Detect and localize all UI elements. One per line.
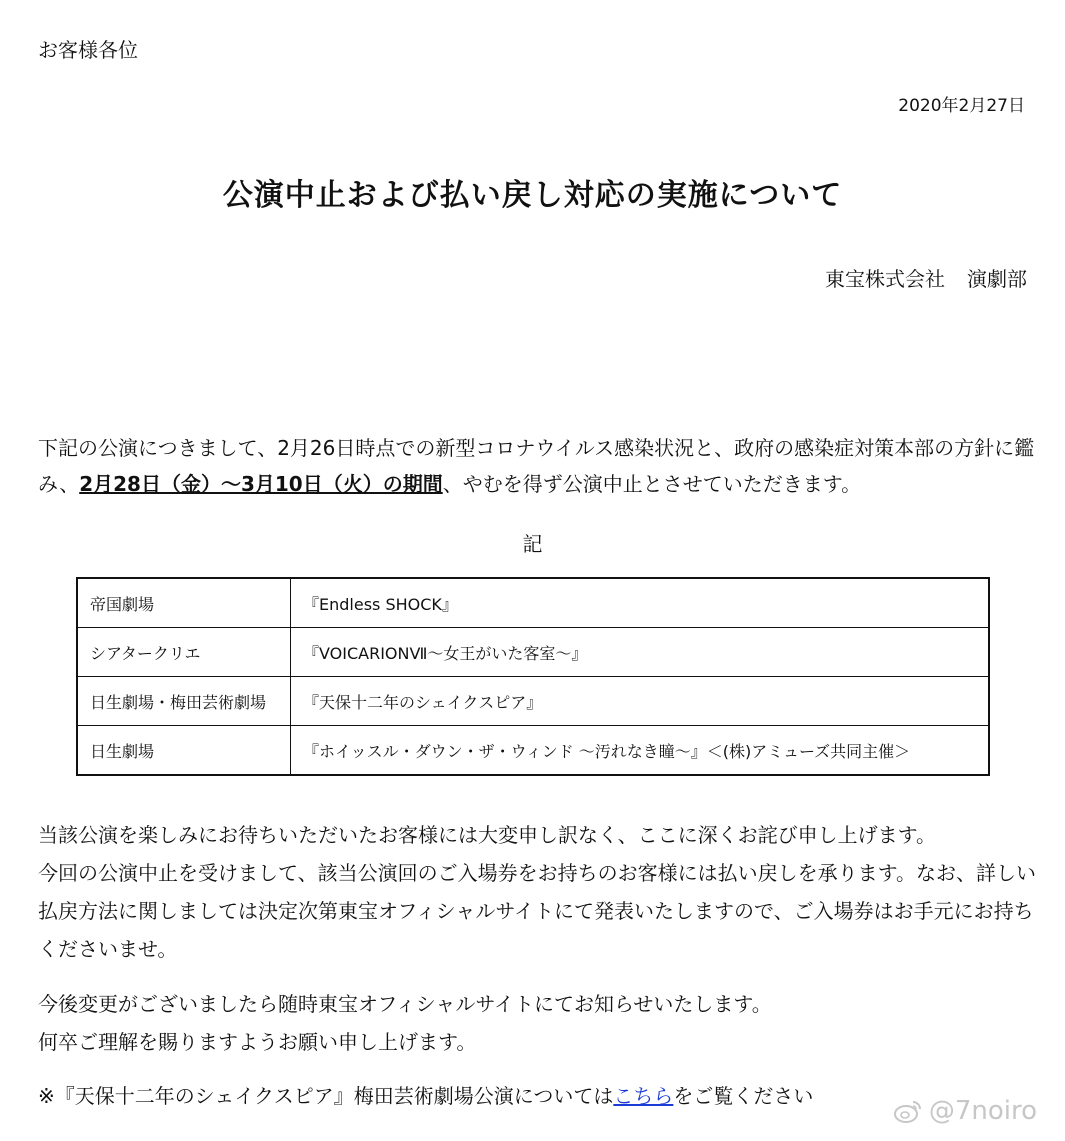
ki-heading: 記 (522, 532, 543, 556)
table-row (77, 726, 989, 776)
closing-line: 今後変更がございましたら随時東宝オフィシャルサイトにてお知らせいたします。 (38, 992, 772, 1016)
table-row (77, 677, 989, 726)
venue-cell: 帝国劇場 (77, 578, 291, 628)
footnote (38, 1080, 813, 1109)
intro-paragraph (38, 430, 1038, 502)
performance-title-cell: 『Endless SHOCK』 (291, 578, 990, 628)
venue-cell: シアタークリエ (77, 628, 291, 677)
organization (825, 263, 1027, 292)
closing-line: 何卒ご理解を賜りますようお願い申し上げます。 (38, 1030, 477, 1054)
apology-paragraph (38, 816, 1038, 968)
cancellation-period: 2月28日（金）～3月10日（火）の期間 (79, 472, 443, 496)
apology-line: 当該公演を楽しみにお待ちいただいたお客様には大変申し訳なく、ここに深くお詫び申し上げます。 (38, 823, 936, 847)
intro-text-1: 下記の公演につきまして、2月26日時点での新型コロナウイルス感染状況と、政府の感染症対策本部の方針に鑑み、 (38, 436, 1035, 496)
venue-cell: 日生劇場・梅田芸術劇場 (77, 677, 291, 726)
performance-title-cell: 『ホイッスル・ダウン・ザ・ウィンド ～汚れなき瞳～』＜(株)アミューズ共同主催＞ (291, 726, 990, 776)
company-name: 東宝株式会社 (825, 267, 945, 291)
watermark (893, 1096, 1037, 1126)
intro-text-2: 、やむを得ず公演中止とさせていただきます。 (442, 472, 862, 496)
closing-paragraph (38, 985, 1038, 1061)
performance-title-cell: 『天保十二年のシェイクスピア』 (291, 677, 990, 726)
table-row (77, 628, 989, 677)
footnote-prefix: ※『天保十二年のシェイクスピア』梅田芸術劇場公演については (38, 1084, 614, 1108)
watermark-handle: @7noiro (928, 1096, 1037, 1126)
weibo-icon (893, 1098, 923, 1124)
salutation: お客様各位 (38, 38, 138, 62)
table-row (77, 578, 989, 628)
notice-date: 2020年2月27日 (898, 96, 1025, 116)
department-name: 演劇部 (967, 267, 1027, 291)
performance-table (76, 577, 990, 776)
footnote-suffix: をご覧ください (673, 1084, 814, 1108)
page-title: 公演中止および払い戻し対応の実施について (222, 178, 843, 213)
refund-text: 今回の公演中止を受けまして、該当公演回のご入場券をお持ちのお客様には払い戻しを承ります。なお、詳しい払戻方法に関しましては決定次第東宝オフィシャルサイトにて発表いたしますので、ご入場券はお手元にお持ちくださいませ。 (38, 861, 1036, 961)
footnote-link[interactable]: こちら (613, 1084, 674, 1108)
venue-cell: 日生劇場 (77, 726, 291, 776)
performance-title-cell: 『VOICARIONⅦ～女王がいた客室～』 (291, 628, 990, 677)
